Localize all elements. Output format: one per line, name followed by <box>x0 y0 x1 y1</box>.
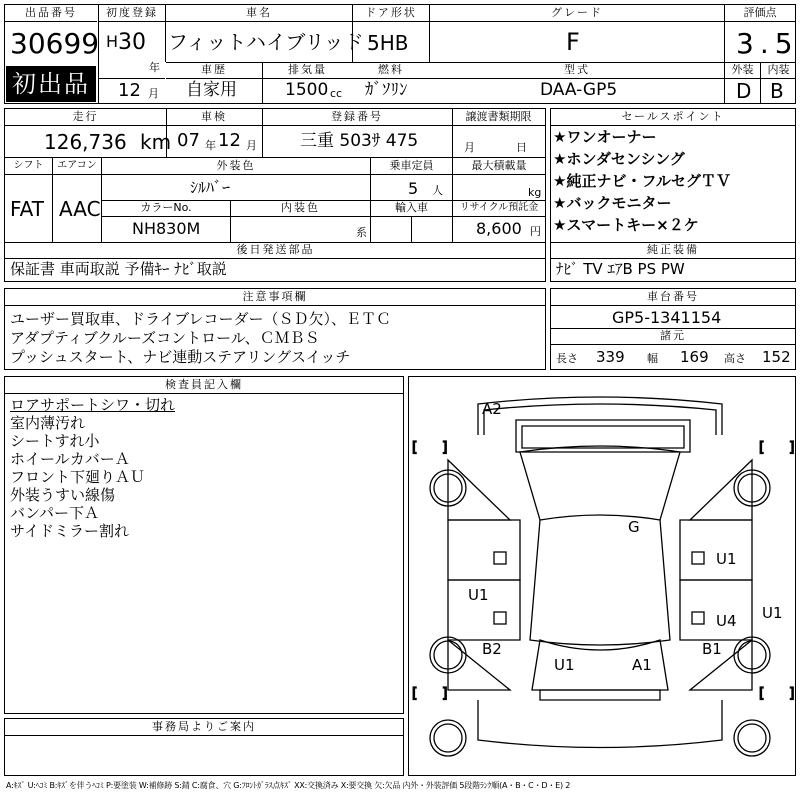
sales-points-label: セールスポイント <box>621 110 725 123</box>
sales-point-3: ★純正ナビ・フルセグＴＶ <box>553 172 731 190</box>
insp-month: 12 <box>218 130 241 151</box>
svg-text:[: [ <box>759 686 765 702</box>
mark-u1-right-upper: U1 <box>716 550 737 568</box>
length-label: 長さ <box>556 352 578 365</box>
exterior-color-label: 外装色 <box>216 159 256 172</box>
model-code: DAA-GP5 <box>540 80 618 100</box>
recycle-amount: 8,600 <box>476 219 522 238</box>
door-label: ドア形状 <box>365 6 417 19</box>
interior-color-label: 内装色 <box>281 201 320 214</box>
inspector-line-5: フロント下廻りＡＵ <box>10 468 146 486</box>
inspector-line-7: バンパー下Ａ <box>10 504 99 522</box>
car-diagram <box>409 377 795 775</box>
era-letter: H <box>106 32 119 51</box>
reg-month: 12 <box>118 80 141 101</box>
inspector-line-2: 室内薄汚れ <box>10 414 86 432</box>
svg-text:[: [ <box>759 440 765 456</box>
exterior-grade: D <box>736 79 752 103</box>
inspector-line-8: サイドミラー割れ <box>10 522 129 540</box>
reg-year: 30 <box>118 30 146 55</box>
mark-u4: U4 <box>716 612 737 630</box>
month-unit: 月 <box>148 87 159 100</box>
inspector-line-6: 外装うすい線傷 <box>10 486 116 504</box>
history-label: 車歴 <box>201 63 227 76</box>
genuine-equipment-value: ﾅﾋﾞ TV ｴｱB PS PW <box>556 260 685 278</box>
first-listing-badge: 初出品 <box>6 66 96 102</box>
yen-unit: 円 <box>530 225 541 238</box>
ac-label: エアコン <box>57 160 97 171</box>
svg-text:[: [ <box>412 686 418 702</box>
plate-value: 三重 503ｻ 475 <box>300 131 419 151</box>
dims-label: 諸元 <box>660 329 686 342</box>
svg-text:]: ] <box>789 686 795 702</box>
fuel-value: ｶﾞｿﾘﾝ <box>365 80 408 100</box>
mileage-label: 走行 <box>72 110 99 123</box>
sales-point-1: ★ワンオーナー <box>553 128 657 146</box>
interior-label: 内装 <box>767 63 790 76</box>
svg-text:]: ] <box>442 440 448 456</box>
inspector-label: 検査員記入欄 <box>165 378 243 391</box>
carname-label: 車名 <box>246 6 272 19</box>
first-reg-label: 初度登録 <box>106 6 158 19</box>
year-unit: 年 <box>149 61 160 74</box>
mark-b1: B1 <box>702 640 722 658</box>
lot-number: 30699 <box>10 27 100 60</box>
width-label: 幅 <box>647 352 658 365</box>
inspector-line-4: ホイールカバーＡ <box>10 450 130 468</box>
length-value: 339 <box>596 348 625 366</box>
km-unit: km <box>140 130 172 154</box>
insp-year-unit: 年 <box>205 139 216 152</box>
grade-label: グレード <box>551 6 603 19</box>
sales-point-2: ★ホンダセンシング <box>553 150 685 168</box>
height-label: 高さ <box>724 352 746 365</box>
legend-footer: A:ｷｽﾞ U:ﾍｺﾐ B:ｷｽﾞを伴うﾍｺﾐ P:要塗装 W:補修跡 S:錆 C:腐食、穴 G:ﾌﾛﾝﾄｶﾞﾗｽ点ｷｽﾞ XX:交換済み X:要交換 欠:欠品 内外・外装評価 5段階ﾗﾝｸ順(A・B・C・D・E) 2 <box>6 781 571 790</box>
shift-label: シフト <box>13 160 44 171</box>
capacity-unit: 人 <box>432 184 443 197</box>
capacity-value: 5 <box>408 179 419 198</box>
cc-unit: cc <box>330 87 343 100</box>
insp-year: 07 <box>177 130 200 151</box>
mark-u1-right-edge: U1 <box>762 604 783 622</box>
chassis-number: GP5-1341154 <box>612 308 722 327</box>
transfer-label: 譲渡書類期限 <box>465 110 532 123</box>
recycle-label: リサイクル預託金 <box>459 202 539 213</box>
interior-grade: B <box>770 79 784 103</box>
later-docs-value: 保証書 車両取説 予備ｷｰ ﾅﾋﾞ取説 <box>10 260 227 278</box>
exterior-label: 外装 <box>731 63 754 76</box>
sales-point-5: ★スマートキー×２ケ <box>553 216 699 234</box>
score-label: 評価点 <box>743 6 777 19</box>
office-notes-label: 事務局よりご案内 <box>152 720 256 733</box>
inspector-line-3: シートすれ小 <box>10 432 100 450</box>
width-value: 169 <box>680 348 709 366</box>
import-label: 輸入車 <box>395 201 428 214</box>
history-value: 自家用 <box>186 80 237 100</box>
inspector-line-1: ロアサポートシワ・切れ <box>10 396 176 414</box>
capacity-label: 乗車定員 <box>389 159 434 172</box>
svg-text:[: [ <box>412 440 418 456</box>
mark-u1-rear: U1 <box>554 656 575 674</box>
interior-unit: 系 <box>356 226 367 239</box>
svg-text:]: ] <box>442 686 448 702</box>
mark-u1-left: U1 <box>468 586 489 604</box>
notice-line-3: プッシュスタート、ナビ連動ステアリングスイッチ <box>10 348 351 366</box>
svg-text:]: ] <box>789 440 795 456</box>
score-value: 3.5 <box>736 27 799 60</box>
notices-label: 注意事項欄 <box>242 290 308 303</box>
car-name: フィットハイブリッド <box>168 30 364 54</box>
inspection-label: 車検 <box>201 110 227 123</box>
mark-g: G <box>628 518 640 536</box>
transfer-month-unit: 月 <box>464 141 475 154</box>
transfer-day-unit: 日 <box>516 141 527 154</box>
later-docs-label: 後日発送部品 <box>236 243 315 256</box>
displacement-label: 排気量 <box>288 63 327 76</box>
grade-value: F <box>566 28 580 56</box>
fuel-label: 燃料 <box>378 63 404 76</box>
chassis-label: 車台番号 <box>647 290 699 303</box>
notice-line-2: アダプティブクルーズコントロール、ＣＭＢＳ <box>10 329 320 347</box>
mileage-value: 126,736 <box>44 130 127 154</box>
door-type: 5HB <box>367 31 409 55</box>
exterior-color-value: ｼﾙﾊﾞｰ <box>190 178 231 197</box>
plate-label: 登録番号 <box>331 110 383 123</box>
insp-month-unit: 月 <box>246 139 257 152</box>
load-label: 最大積載量 <box>471 159 527 172</box>
color-no-label: カラーNo. <box>140 201 192 214</box>
color-no-value: NH830M <box>132 219 201 238</box>
ac-value: AAC <box>59 197 101 221</box>
displacement-value: 1500 <box>285 80 329 100</box>
shift-value: FAT <box>10 197 45 221</box>
model-label: 型式 <box>564 63 590 76</box>
mark-a1: A1 <box>632 656 652 674</box>
mark-b2: B2 <box>482 640 502 658</box>
height-value: 152 <box>762 348 791 366</box>
load-unit: kg <box>528 186 542 199</box>
mark-a2: A2 <box>482 400 502 418</box>
lot-label: 出品番号 <box>25 6 77 19</box>
sales-point-4: ★バックモニター <box>553 194 672 212</box>
genuine-equipment-label: 純正装備 <box>647 243 699 256</box>
notice-line-1: ユーザー買取車、ドライブレコーダー（ＳＤ欠）、ＥＴＣ <box>10 310 392 328</box>
